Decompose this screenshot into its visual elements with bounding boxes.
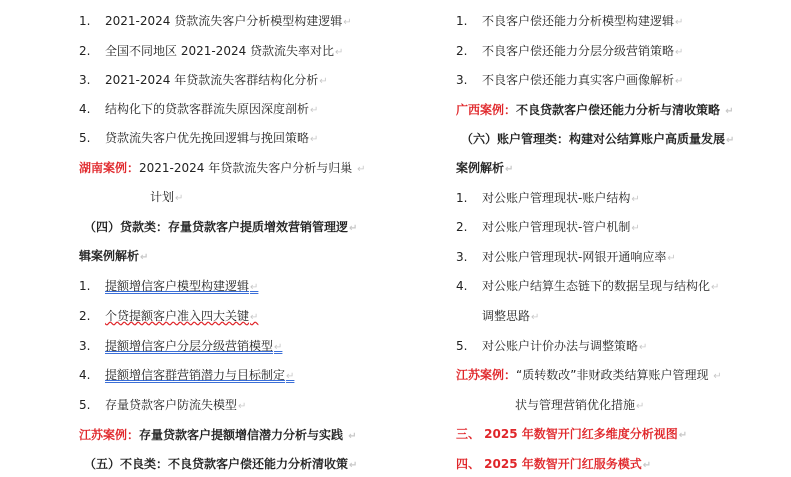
- paragraph-mark-icon: ↵: [349, 223, 358, 234]
- list-number: 4.: [79, 102, 91, 116]
- jiangsu-case-continuation: 状与管理营销优化措施↵: [515, 398, 645, 412]
- paragraph-mark-icon: ↵: [238, 401, 247, 412]
- paragraph-mark-icon: ↵: [678, 430, 688, 441]
- list-number: 1.: [456, 191, 468, 205]
- list-item: [456, 189, 640, 207]
- list-text: 2021-2024 贷款流失客户分析模型构建逻辑↵: [105, 14, 352, 28]
- list-item: [79, 337, 283, 355]
- list-number: 1.: [79, 279, 91, 293]
- list-item: [456, 218, 640, 236]
- list-number: 5.: [79, 131, 91, 145]
- list-text: 提额增信客群营销潜力与目标制定↵: [105, 368, 295, 382]
- paragraph-mark-icon: ↵: [726, 135, 735, 146]
- paragraph-mark-icon: ↵: [343, 17, 352, 28]
- list-number: 4.: [456, 279, 468, 293]
- paragraph-mark-icon: ↵: [675, 76, 684, 87]
- paragraph-mark-icon: ↵: [675, 17, 684, 28]
- case-label: 湖南案例：: [79, 161, 140, 175]
- paragraph-mark-icon: ↵: [713, 371, 722, 382]
- hunan-case-continuation: 计划↵: [150, 190, 184, 204]
- list-number: 4.: [79, 368, 91, 382]
- list-text: 个贷提额客户准入四大关键↵: [105, 309, 259, 323]
- list-item-continuation: 调整思路↵: [482, 309, 540, 323]
- section-heading-6: （六）账户管理类：构建对公结算账户高质量发展↵: [461, 132, 735, 146]
- section-heading-4-right: 四、 2025 年数智开门红服务模式↵: [456, 457, 652, 471]
- list-item: [456, 42, 684, 60]
- paragraph-mark-icon: ↵: [631, 223, 640, 234]
- paragraph-mark-icon: ↵: [675, 47, 684, 58]
- paragraph-mark-icon: ↵: [667, 253, 676, 264]
- paragraph-mark-icon: ↵: [711, 282, 720, 293]
- list-text: 结构化下的贷款客群流失原因深度剖析↵: [105, 102, 319, 116]
- list-item: [79, 307, 259, 325]
- list-text: 对公账户管理现状-管户机制↵: [482, 220, 640, 234]
- list-number: 2.: [456, 220, 468, 234]
- paragraph-mark-icon: ↵: [274, 342, 283, 353]
- list-number: 3.: [456, 250, 468, 264]
- list-item: [456, 337, 648, 355]
- list-item: [456, 248, 676, 266]
- list-number: 2.: [456, 44, 468, 58]
- jiangsu-case-line: [456, 366, 722, 386]
- case-label: 江苏案例：: [456, 368, 517, 382]
- section-heading-4: （四）贷款类：存量贷款客户提质增效营销管理逻↵: [84, 220, 358, 234]
- list-text: 不良客户偿还能力真实客户画像解析↵: [482, 73, 684, 87]
- paragraph-mark-icon: ↵: [636, 401, 645, 412]
- section-heading-5: （五）不良类：不良贷款客户偿还能力分析清收策↵: [84, 457, 358, 471]
- list-text: 不良客户偿还能力分层分级营销策略↵: [482, 44, 684, 58]
- list-number: 2.: [79, 44, 91, 58]
- list-item: [79, 12, 352, 30]
- paragraph-mark-icon: ↵: [505, 164, 514, 175]
- list-text: 对公账户管理现状-网银开通响应率↵: [482, 250, 676, 264]
- list-number: 1.: [456, 14, 468, 28]
- list-item: [79, 129, 319, 147]
- paragraph-mark-icon: ↵: [310, 105, 319, 116]
- case-text: 不良贷款客户偿还能力分析与清收策略: [516, 103, 721, 117]
- list-item: [79, 396, 247, 414]
- paragraph-mark-icon: ↵: [725, 106, 734, 117]
- paragraph-mark-icon: ↵: [319, 76, 328, 87]
- list-number: 5.: [79, 398, 91, 412]
- list-number: 2.: [79, 309, 91, 323]
- list-text: 提额增信客户分层分级营销模型↵: [105, 339, 283, 353]
- section-heading-6-continuation: 案例解析↵: [456, 161, 514, 175]
- list-text: 全国不同地区 2021-2024 贷款流失率对比↵: [105, 44, 344, 58]
- case-text: 2021-2024 年贷款流失客户分析与归巢: [139, 161, 353, 175]
- list-text: 对公账户管理现状-账户结构↵: [482, 191, 640, 205]
- hunan-case-line: [79, 159, 365, 179]
- list-text: 提额增信客户模型构建逻辑↵: [105, 279, 259, 293]
- paragraph-mark-icon: ↵: [140, 252, 149, 263]
- jiangsu-case-line: [79, 426, 357, 446]
- list-item: [79, 366, 295, 384]
- paragraph-mark-icon: ↵: [357, 164, 366, 175]
- paragraph-mark-icon: ↵: [639, 342, 648, 353]
- guangxi-case-line: [456, 101, 734, 121]
- paragraph-mark-icon: ↵: [335, 47, 344, 58]
- list-text: 贷款流失客户优先挽回逻辑与挽回策略↵: [105, 131, 319, 145]
- list-text: 对公账户计价办法与调整策略↵: [482, 339, 648, 353]
- paragraph-mark-icon: ↵: [348, 431, 357, 442]
- section-heading-4-continuation: 辑案例解析↵: [79, 249, 149, 263]
- case-text: 存量贷款客户提额增信潜力分析与实践: [139, 428, 344, 442]
- section-heading-3: 三、 2025 年数智开门红多维度分析视图↵: [456, 427, 688, 441]
- list-number: 3.: [79, 339, 91, 353]
- paragraph-mark-icon: ↵: [349, 460, 358, 471]
- paragraph-mark-icon: ↵: [175, 193, 184, 204]
- list-text: 存量贷款客户防流失模型↵: [105, 398, 247, 412]
- list-item: [79, 100, 319, 118]
- list-number: 5.: [456, 339, 468, 353]
- list-number: 3.: [456, 73, 468, 87]
- paragraph-mark-icon: ↵: [250, 282, 259, 293]
- case-text: “质转数改”非财政类结算账户管理现: [516, 368, 709, 382]
- paragraph-mark-icon: ↵: [250, 312, 259, 323]
- list-item: [456, 71, 684, 89]
- paragraph-mark-icon: ↵: [286, 371, 295, 382]
- list-text: 2021-2024 年贷款流失客群结构化分析↵: [105, 73, 328, 87]
- list-number: 1.: [79, 14, 91, 28]
- list-text: 对公账户结算生态链下的数据呈现与结构化↵: [482, 279, 720, 293]
- list-item: [456, 277, 720, 295]
- list-item: [456, 12, 684, 30]
- paragraph-mark-icon: ↵: [310, 134, 319, 145]
- paragraph-mark-icon: ↵: [642, 460, 652, 471]
- list-item: [79, 42, 344, 60]
- list-item: [79, 277, 259, 295]
- list-item: [79, 71, 328, 89]
- case-label: 江苏案例：: [79, 428, 140, 442]
- list-text: 不良客户偿还能力分析模型构建逻辑↵: [482, 14, 684, 28]
- list-number: 3.: [79, 73, 91, 87]
- case-label: 广西案例：: [456, 103, 517, 117]
- paragraph-mark-icon: ↵: [631, 194, 640, 205]
- paragraph-mark-icon: ↵: [531, 312, 540, 323]
